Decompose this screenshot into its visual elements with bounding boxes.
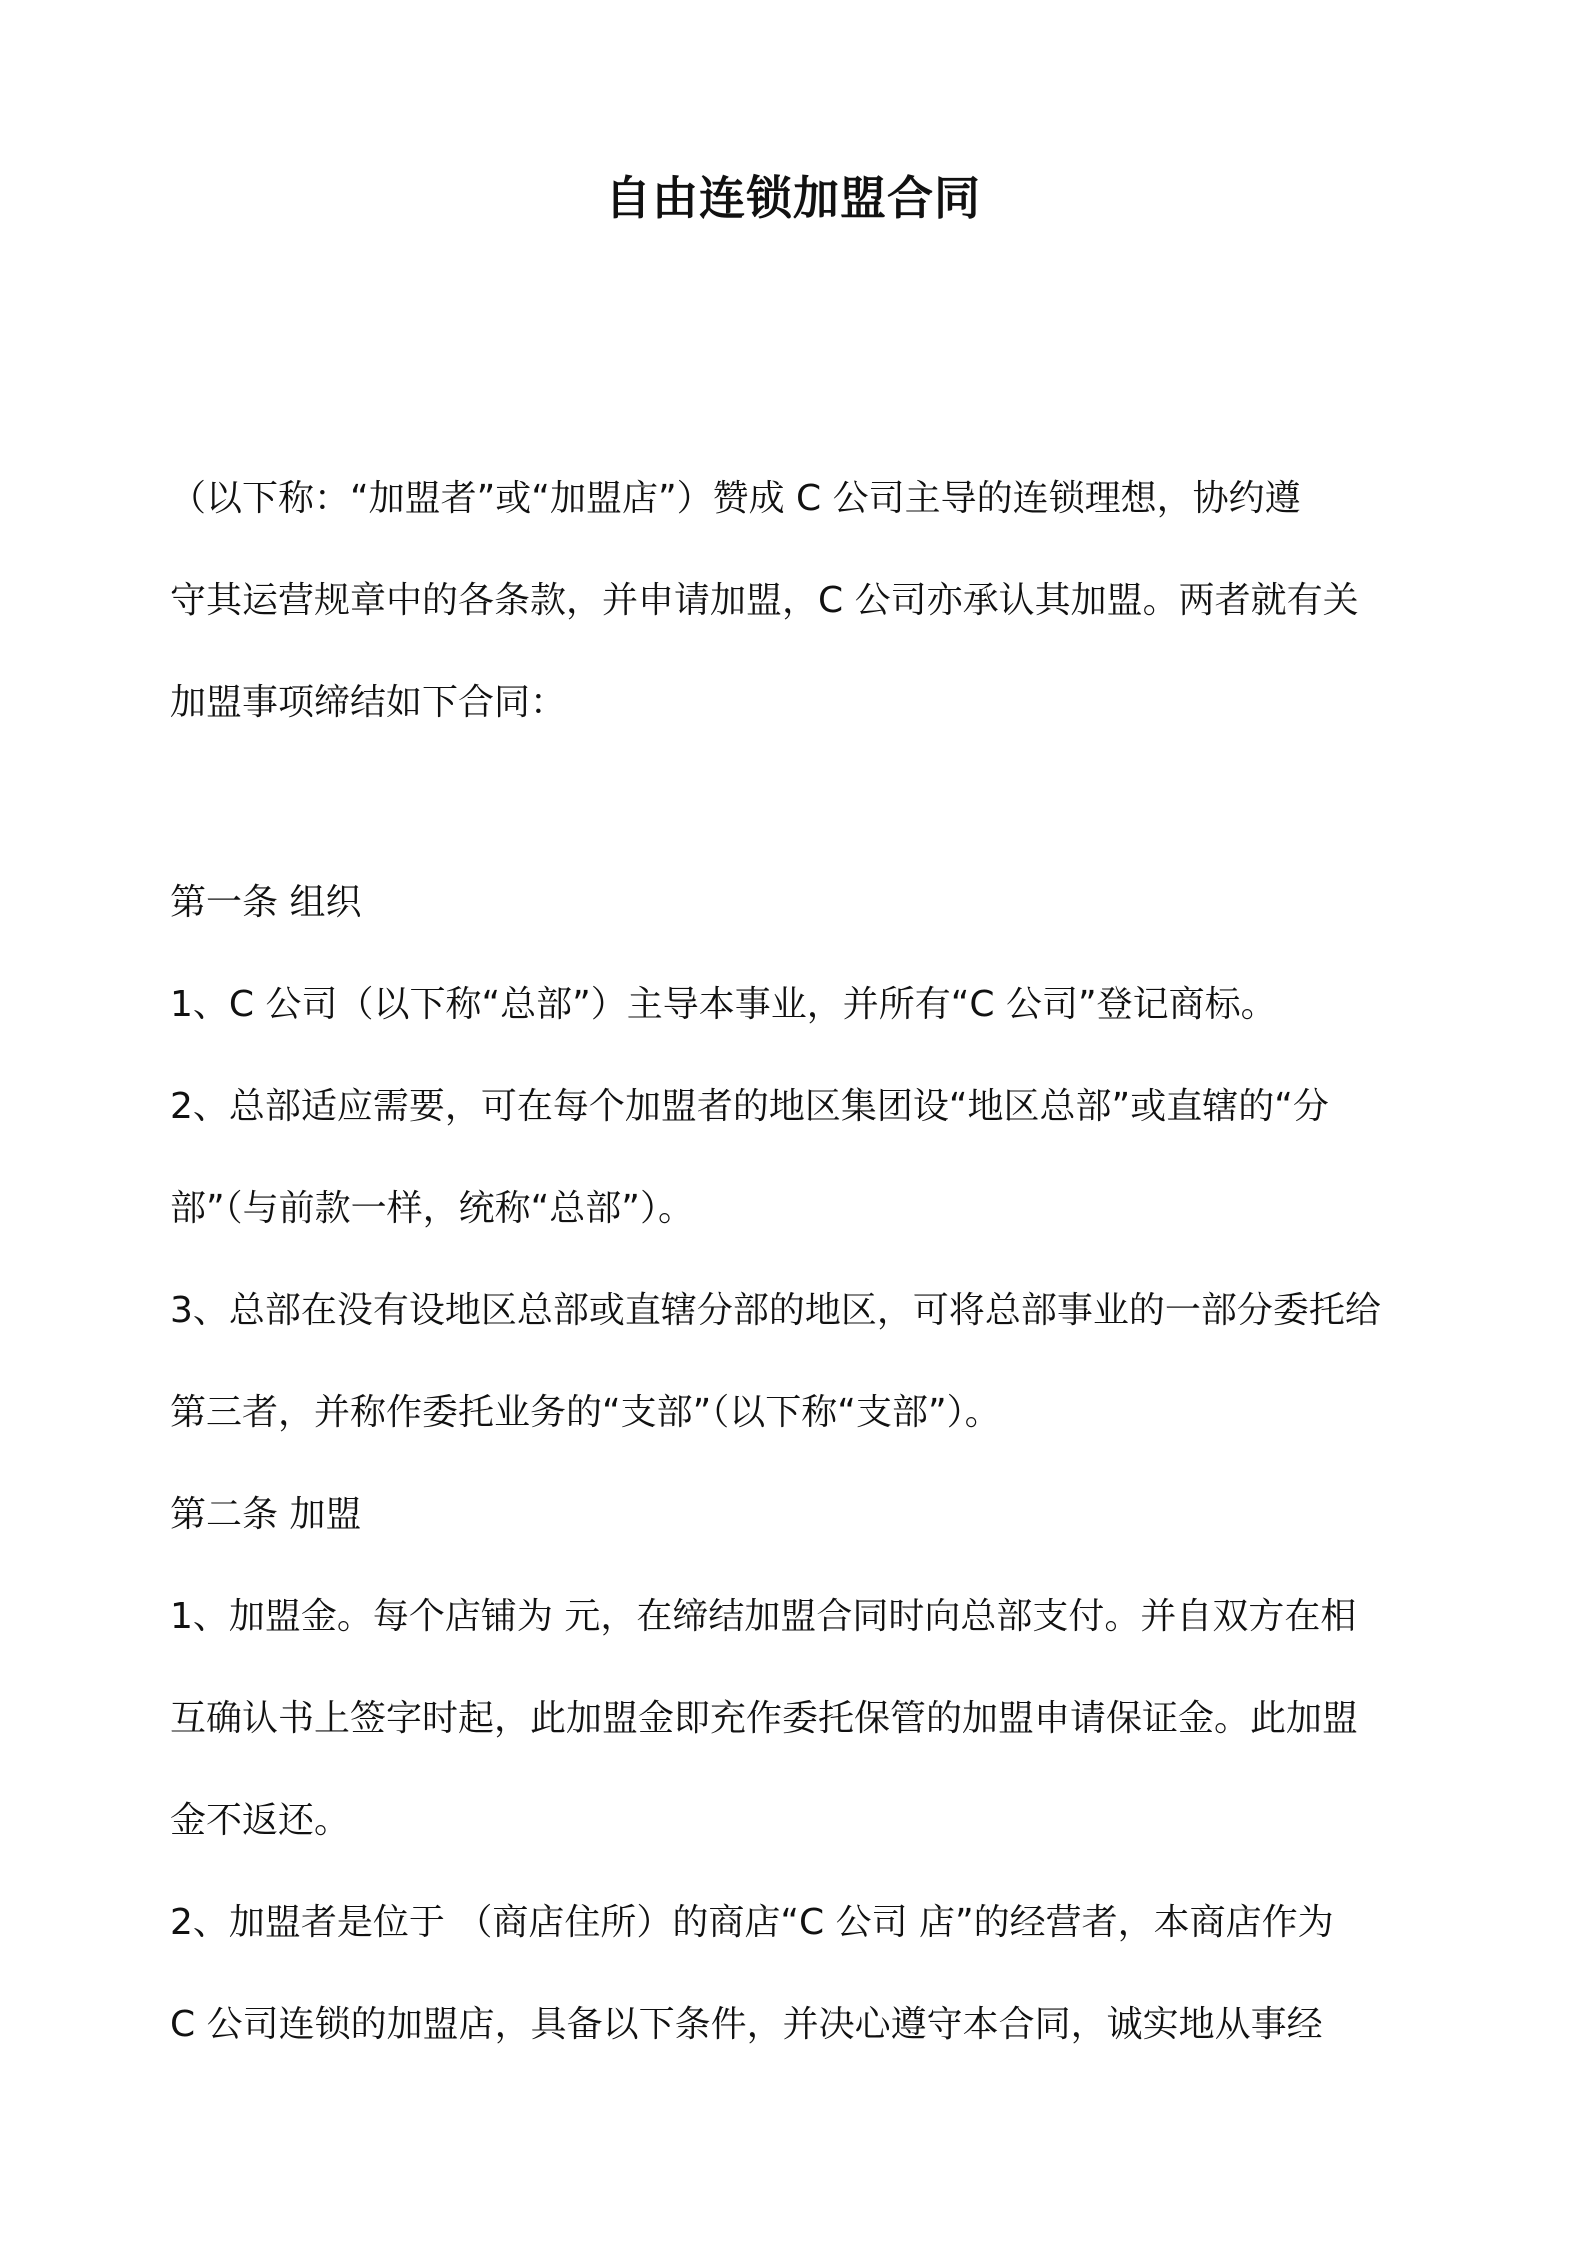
article-2-clause-1-line-2: 互确认书上签字时起，此加盟金即充作委托保管的加盟申请保证金。此加盟 (170, 1698, 1359, 1739)
article-1-clause-3-line-2: 第三者，并称作委托业务的“支部”（以下称“支部”）。 (170, 1392, 1001, 1433)
article-1-clause-3-line-1: 3、总部在没有设地区总部或直辖分部的地区，可将总部事业的一部分委托给 (170, 1290, 1381, 1331)
article-1-heading: 第一条 组织 (170, 882, 362, 923)
article-2-clause-1-line-1: 1、加盟金。每个店铺为 元，在缔结加盟合同时向总部支付。并自双方在相 (170, 1596, 1357, 1637)
article-2-heading: 第二条 加盟 (170, 1494, 362, 1535)
preamble-line-2: 守其运营规章中的各条款，并申请加盟，C 公司亦承认其加盟。两者就有关 (170, 580, 1359, 621)
preamble-line-1: （以下称：“加盟者”或“加盟店”）赞成 C 公司主导的连锁理想，协约遵 (170, 478, 1301, 519)
article-2-clause-1-line-3: 金不返还。 (170, 1800, 351, 1841)
preamble-line-3: 加盟事项缔结如下合同： (170, 682, 567, 723)
article-1-clause-2-line-2: 部”（与前款一样，统称“总部”）。 (170, 1188, 694, 1229)
article-1-clause-1: 1、C 公司（以下称“总部”）主导本事业，并所有“C 公司”登记商标。 (170, 984, 1277, 1025)
article-2-clause-2-line-2: C 公司连锁的加盟店，具备以下条件，并决心遵守本合同，诚实地从事经 (170, 2004, 1323, 2045)
article-1-clause-2-line-1: 2、总部适应需要，可在每个加盟者的地区集团设“地区总部”或直辖的“分 (170, 1086, 1329, 1127)
article-2-clause-2-line-1: 2、加盟者是位于 （商店住所）的商店“C 公司 店”的经营者，本商店作为 (170, 1902, 1334, 1943)
document-title: 自由连锁加盟合同 (605, 171, 981, 225)
